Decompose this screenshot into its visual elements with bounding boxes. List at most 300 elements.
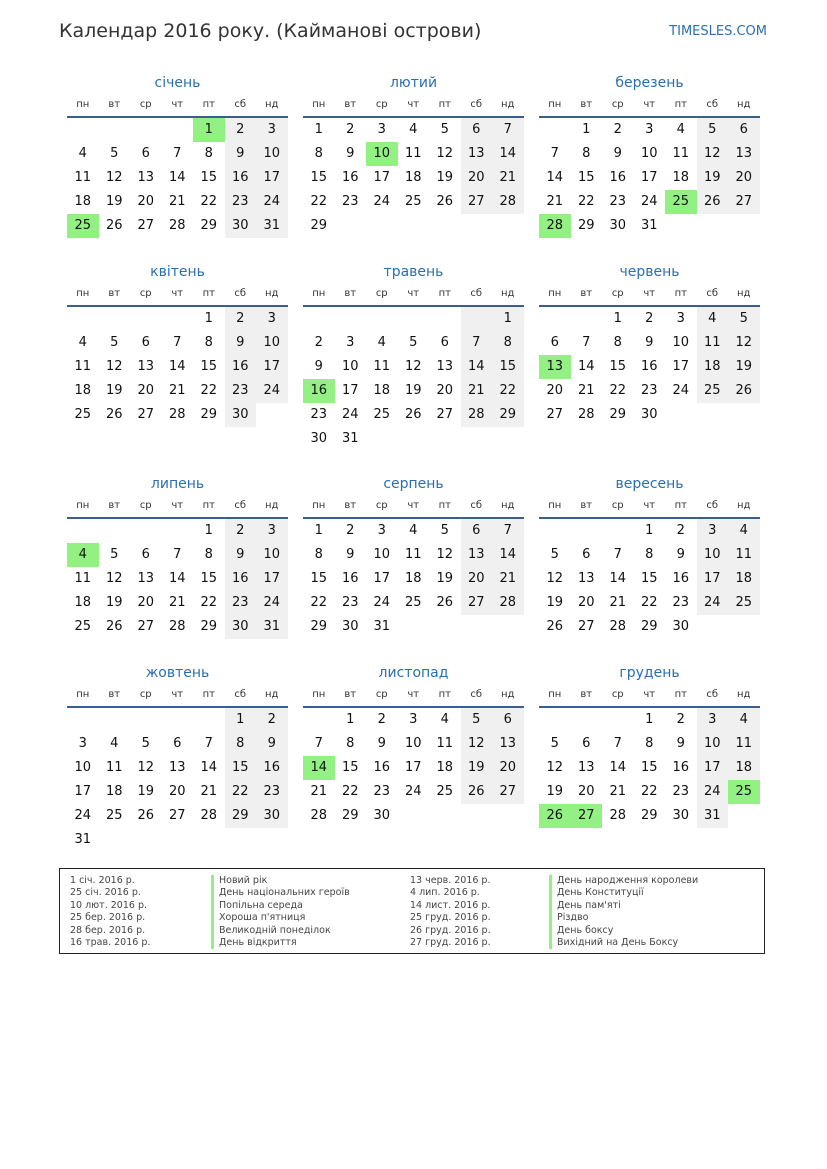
weekday-header: чт bbox=[634, 495, 666, 519]
weekday-header: вт bbox=[99, 684, 131, 708]
day-cell: 12 bbox=[436, 547, 454, 562]
empty-cell bbox=[539, 708, 571, 732]
day-cell: 5 bbox=[440, 523, 449, 538]
day-cell: 2 bbox=[676, 523, 685, 538]
day-cell: 29 bbox=[341, 808, 359, 823]
day-cell: 6 bbox=[728, 118, 760, 142]
day-cell: 16 bbox=[256, 756, 288, 780]
month-days-grid bbox=[303, 94, 524, 238]
month-name: травень bbox=[383, 264, 444, 280]
empty-cell bbox=[366, 307, 398, 331]
day-cell: 21 bbox=[168, 383, 186, 398]
day-cell: 1 bbox=[314, 523, 323, 538]
day-cell: 13 bbox=[168, 760, 186, 775]
empty-cell bbox=[398, 804, 430, 828]
weekday-header: ср bbox=[130, 94, 162, 118]
day-cell: 30 bbox=[609, 218, 627, 233]
day-cell: 24 bbox=[697, 780, 729, 804]
weekday-header: пт bbox=[665, 684, 697, 708]
day-cell: 14 bbox=[168, 571, 186, 586]
day-cell: 20 bbox=[168, 784, 186, 799]
day-cell: 1 bbox=[645, 712, 654, 727]
day-cell: 28 bbox=[168, 218, 186, 233]
day-cell: 21 bbox=[461, 379, 493, 403]
day-cell: 18 bbox=[404, 170, 422, 185]
legend-date: 25 бер. 2016 р. bbox=[70, 912, 146, 924]
day-cell: 31 bbox=[74, 832, 92, 847]
month-name: лютий bbox=[389, 75, 438, 91]
month-name: червень bbox=[619, 264, 680, 280]
day-cell: 27 bbox=[492, 780, 524, 804]
day-cell: 23 bbox=[341, 194, 359, 209]
empty-cell bbox=[461, 307, 493, 331]
day-cell: 30 bbox=[672, 808, 690, 823]
day-cell: 24 bbox=[697, 591, 729, 615]
day-cell: 10 bbox=[256, 142, 288, 166]
empty-cell bbox=[162, 118, 194, 142]
day-cell: 4 bbox=[409, 122, 418, 137]
day-cell: 3 bbox=[377, 122, 386, 137]
empty-cell bbox=[492, 804, 524, 828]
day-cell: 27 bbox=[137, 218, 155, 233]
day-cell: 6 bbox=[550, 335, 559, 350]
weekday-header: пт bbox=[429, 495, 461, 519]
legend-holiday-name: Попільна середа bbox=[211, 900, 350, 912]
day-cell: 2 bbox=[377, 712, 386, 727]
day-cell: 7 bbox=[314, 736, 323, 751]
day-cell: 25 bbox=[105, 808, 123, 823]
day-cell: 14 bbox=[609, 571, 627, 586]
day-cell: 4 bbox=[728, 519, 760, 543]
day-cell: 11 bbox=[672, 146, 690, 161]
day-cell: 15 bbox=[200, 571, 218, 586]
day-cell: 14 bbox=[492, 142, 524, 166]
day-cell: 2 bbox=[225, 118, 257, 142]
day-cell: 15 bbox=[310, 170, 328, 185]
day-cell: 13 bbox=[728, 142, 760, 166]
month-3 bbox=[539, 72, 760, 238]
day-cell: 5 bbox=[728, 307, 760, 331]
day-cell: 22 bbox=[609, 383, 627, 398]
month-days-grid bbox=[539, 283, 760, 427]
day-cell: 11 bbox=[74, 170, 92, 185]
day-cell: 20 bbox=[137, 383, 155, 398]
day-cell: 29 bbox=[609, 407, 627, 422]
empty-cell bbox=[492, 615, 524, 639]
weekday-header: нд bbox=[492, 495, 524, 519]
day-cell: 15 bbox=[640, 760, 658, 775]
day-cell: 1 bbox=[346, 712, 355, 727]
day-cell: 30 bbox=[225, 214, 257, 238]
day-cell: 4 bbox=[110, 736, 119, 751]
empty-cell bbox=[571, 519, 603, 543]
empty-cell bbox=[335, 307, 367, 331]
month-days-grid bbox=[67, 684, 288, 852]
month-name: квітень bbox=[150, 264, 205, 280]
weekday-header: чт bbox=[398, 495, 430, 519]
day-cell: 8 bbox=[613, 335, 622, 350]
day-cell: 28 bbox=[492, 190, 524, 214]
day-cell: 24 bbox=[373, 194, 391, 209]
empty-cell bbox=[665, 403, 697, 427]
empty-cell bbox=[728, 804, 760, 828]
day-cell: 25 bbox=[404, 595, 422, 610]
day-cell: 11 bbox=[74, 571, 92, 586]
day-cell: 6 bbox=[141, 146, 150, 161]
day-cell: 11 bbox=[404, 547, 422, 562]
weekday-header: пт bbox=[193, 283, 225, 307]
legend-holiday-name: Різдво bbox=[549, 912, 698, 924]
day-cell: 12 bbox=[697, 142, 729, 166]
day-cell: 13 bbox=[436, 359, 454, 374]
day-cell: 23 bbox=[225, 379, 257, 403]
day-cell: 12 bbox=[105, 170, 123, 185]
legend-date: 26 груд. 2016 р. bbox=[410, 924, 491, 936]
day-cell: 15 bbox=[640, 571, 658, 586]
weekday-header: пт bbox=[429, 684, 461, 708]
day-cell: 27 bbox=[137, 619, 155, 634]
day-cell: 17 bbox=[697, 567, 729, 591]
weekday-header: ср bbox=[366, 94, 398, 118]
empty-cell bbox=[193, 708, 225, 732]
day-cell: 7 bbox=[613, 736, 622, 751]
weekday-header: пт bbox=[665, 94, 697, 118]
day-cell: 10 bbox=[404, 736, 422, 751]
weekday-header: сб bbox=[225, 283, 257, 307]
day-cell: 5 bbox=[440, 122, 449, 137]
month-1 bbox=[67, 72, 288, 238]
day-cell: 9 bbox=[613, 146, 622, 161]
day-cell: 2 bbox=[256, 708, 288, 732]
day-cell: 16 bbox=[640, 359, 658, 374]
day-cell: 10 bbox=[697, 543, 729, 567]
day-cell: 6 bbox=[492, 708, 524, 732]
day-cell: 21 bbox=[609, 784, 627, 799]
month-8 bbox=[303, 473, 524, 639]
day-cell: 16 bbox=[225, 355, 257, 379]
day-cell: 1 bbox=[492, 307, 524, 331]
day-cell: 19 bbox=[105, 595, 123, 610]
legend-holiday-name: Великодній понеділок bbox=[211, 925, 350, 937]
weekday-header: чт bbox=[634, 94, 666, 118]
day-cell: 26 bbox=[137, 808, 155, 823]
day-cell: 10 bbox=[256, 331, 288, 355]
month-days-grid bbox=[539, 684, 760, 828]
weekday-header: сб bbox=[697, 283, 729, 307]
legend-holiday-name: Хороша п'ятниця bbox=[211, 912, 350, 924]
day-cell: 17 bbox=[373, 170, 391, 185]
day-cell: 6 bbox=[141, 335, 150, 350]
day-cell: 17 bbox=[256, 567, 288, 591]
day-cell: 29 bbox=[310, 218, 328, 233]
empty-cell bbox=[665, 214, 697, 238]
day-cell: 23 bbox=[256, 780, 288, 804]
weekday-header: сб bbox=[697, 495, 729, 519]
month-days-grid bbox=[539, 94, 760, 238]
weekday-header: пт bbox=[193, 684, 225, 708]
day-cell: 28 bbox=[539, 214, 571, 238]
empty-cell bbox=[539, 307, 571, 331]
legend-dates-col2 bbox=[410, 875, 491, 949]
month-name: березень bbox=[615, 75, 684, 91]
day-cell: 21 bbox=[168, 595, 186, 610]
weekday-header: чт bbox=[398, 283, 430, 307]
day-cell: 13 bbox=[577, 571, 595, 586]
weekday-header: вт bbox=[99, 94, 131, 118]
day-cell: 8 bbox=[582, 146, 591, 161]
day-cell: 1 bbox=[613, 311, 622, 326]
day-cell: 2 bbox=[225, 519, 257, 543]
day-cell: 6 bbox=[173, 736, 182, 751]
weekday-header: вт bbox=[571, 684, 603, 708]
empty-cell bbox=[256, 828, 288, 852]
day-cell: 19 bbox=[436, 571, 454, 586]
legend-date: 1 січ. 2016 р. bbox=[70, 875, 135, 886]
day-cell: 28 bbox=[577, 407, 595, 422]
day-cell: 21 bbox=[609, 595, 627, 610]
empty-cell bbox=[130, 519, 162, 543]
day-cell: 16 bbox=[341, 571, 359, 586]
weekday-header: нд bbox=[256, 94, 288, 118]
day-cell: 30 bbox=[373, 808, 391, 823]
day-cell: 30 bbox=[225, 615, 257, 639]
day-cell: 2 bbox=[346, 122, 355, 137]
day-cell: 18 bbox=[105, 784, 123, 799]
weekday-header: пт bbox=[429, 283, 461, 307]
day-cell: 9 bbox=[314, 359, 323, 374]
legend-names-col2 bbox=[549, 875, 698, 949]
weekday-header: чт bbox=[398, 94, 430, 118]
day-cell: 2 bbox=[645, 311, 654, 326]
day-cell: 27 bbox=[728, 190, 760, 214]
empty-cell bbox=[429, 214, 461, 238]
weekday-header: нд bbox=[492, 684, 524, 708]
day-cell: 9 bbox=[225, 331, 257, 355]
day-cell: 12 bbox=[461, 732, 493, 756]
day-cell: 4 bbox=[676, 122, 685, 137]
day-cell: 5 bbox=[697, 118, 729, 142]
day-cell: 29 bbox=[200, 407, 218, 422]
day-cell: 4 bbox=[78, 335, 87, 350]
legend-holiday-name: День Конституції bbox=[549, 887, 698, 899]
day-cell: 6 bbox=[141, 547, 150, 562]
day-cell: 27 bbox=[168, 808, 186, 823]
weekday-header: ср bbox=[602, 283, 634, 307]
day-cell: 1 bbox=[204, 311, 213, 326]
day-cell: 22 bbox=[200, 383, 218, 398]
day-cell: 3 bbox=[377, 523, 386, 538]
empty-cell bbox=[130, 828, 162, 852]
day-cell: 31 bbox=[373, 619, 391, 634]
weekday-header: ср bbox=[366, 684, 398, 708]
day-cell: 26 bbox=[105, 218, 123, 233]
day-cell: 9 bbox=[676, 547, 685, 562]
day-cell: 12 bbox=[105, 571, 123, 586]
empty-cell bbox=[67, 307, 99, 331]
day-cell: 26 bbox=[436, 595, 454, 610]
day-cell: 16 bbox=[303, 379, 335, 403]
weekday-header: пн bbox=[539, 495, 571, 519]
weekday-header: ср bbox=[130, 283, 162, 307]
day-cell: 26 bbox=[105, 407, 123, 422]
day-cell: 19 bbox=[436, 170, 454, 185]
month-days-grid bbox=[303, 495, 524, 639]
weekday-header: сб bbox=[225, 684, 257, 708]
day-cell: 25 bbox=[728, 591, 760, 615]
weekday-header: пт bbox=[665, 495, 697, 519]
day-cell: 3 bbox=[78, 736, 87, 751]
weekday-header: сб bbox=[461, 94, 493, 118]
day-cell: 19 bbox=[461, 756, 493, 780]
day-cell: 13 bbox=[137, 359, 155, 374]
legend-names-col1 bbox=[211, 875, 350, 949]
day-cell: 3 bbox=[676, 311, 685, 326]
weekday-header: пт bbox=[665, 283, 697, 307]
month-6 bbox=[539, 261, 760, 427]
day-cell: 7 bbox=[492, 519, 524, 543]
day-cell: 9 bbox=[256, 732, 288, 756]
day-cell: 30 bbox=[310, 431, 328, 446]
month-days-grid bbox=[67, 94, 288, 238]
day-cell: 19 bbox=[105, 383, 123, 398]
day-cell: 29 bbox=[200, 619, 218, 634]
day-cell: 2 bbox=[314, 335, 323, 350]
weekday-header: пн bbox=[539, 283, 571, 307]
legend-holiday-name: День відкриття bbox=[211, 937, 350, 949]
empty-cell bbox=[602, 519, 634, 543]
day-cell: 28 bbox=[609, 619, 627, 634]
day-cell: 20 bbox=[436, 383, 454, 398]
weekday-header: чт bbox=[162, 94, 194, 118]
day-cell: 10 bbox=[256, 543, 288, 567]
legend-date: 27 груд. 2016 р. bbox=[410, 936, 491, 948]
day-cell: 5 bbox=[141, 736, 150, 751]
day-cell: 29 bbox=[225, 804, 257, 828]
day-cell: 7 bbox=[492, 118, 524, 142]
day-cell: 25 bbox=[665, 190, 697, 214]
day-cell: 4 bbox=[78, 146, 87, 161]
empty-cell bbox=[461, 615, 493, 639]
day-cell: 1 bbox=[645, 523, 654, 538]
legend-date: 13 черв. 2016 р. bbox=[410, 875, 491, 886]
weekday-header: нд bbox=[256, 283, 288, 307]
day-cell: 7 bbox=[204, 736, 213, 751]
day-cell: 14 bbox=[609, 760, 627, 775]
day-cell: 18 bbox=[74, 383, 92, 398]
day-cell: 11 bbox=[728, 543, 760, 567]
day-cell: 1 bbox=[582, 122, 591, 137]
day-cell: 25 bbox=[373, 407, 391, 422]
empty-cell bbox=[429, 307, 461, 331]
empty-cell bbox=[429, 804, 461, 828]
legend-date: 28 бер. 2016 р. bbox=[70, 924, 146, 936]
day-cell: 9 bbox=[346, 146, 355, 161]
day-cell: 28 bbox=[168, 619, 186, 634]
weekday-header: сб bbox=[461, 684, 493, 708]
day-cell: 30 bbox=[640, 407, 658, 422]
day-cell: 14 bbox=[461, 355, 493, 379]
weekday-header: вт bbox=[571, 495, 603, 519]
weekday-header: ср bbox=[602, 684, 634, 708]
day-cell: 16 bbox=[341, 170, 359, 185]
day-cell: 26 bbox=[105, 619, 123, 634]
day-cell: 21 bbox=[168, 194, 186, 209]
day-cell: 3 bbox=[256, 118, 288, 142]
weekday-header: пн bbox=[303, 94, 335, 118]
empty-cell bbox=[398, 427, 430, 451]
day-cell: 28 bbox=[492, 591, 524, 615]
site-link[interactable]: TIMESLES.COM bbox=[669, 24, 767, 39]
day-cell: 3 bbox=[346, 335, 355, 350]
day-cell: 24 bbox=[256, 190, 288, 214]
day-cell: 3 bbox=[409, 712, 418, 727]
day-cell: 4 bbox=[409, 523, 418, 538]
legend-date: 25 січ. 2016 р. bbox=[70, 887, 141, 899]
day-cell: 13 bbox=[461, 142, 493, 166]
weekday-header: пт bbox=[429, 94, 461, 118]
day-cell: 22 bbox=[310, 194, 328, 209]
empty-cell bbox=[256, 403, 288, 427]
month-11 bbox=[303, 662, 524, 828]
legend-dates-col1 bbox=[70, 875, 150, 949]
weekday-header: нд bbox=[256, 684, 288, 708]
day-cell: 15 bbox=[225, 756, 257, 780]
weekday-header: нд bbox=[728, 495, 760, 519]
legend-date: 4 лип. 2016 р. bbox=[410, 887, 480, 899]
day-cell: 3 bbox=[256, 519, 288, 543]
legend-holiday-name: День боксу bbox=[549, 925, 698, 937]
day-cell: 24 bbox=[373, 595, 391, 610]
weekday-header: нд bbox=[728, 684, 760, 708]
day-cell: 16 bbox=[672, 571, 690, 586]
day-cell: 8 bbox=[645, 736, 654, 751]
empty-cell bbox=[225, 828, 257, 852]
day-cell: 23 bbox=[310, 407, 328, 422]
day-cell: 27 bbox=[436, 407, 454, 422]
empty-cell bbox=[461, 804, 493, 828]
day-cell: 18 bbox=[436, 760, 454, 775]
day-cell: 8 bbox=[314, 146, 323, 161]
day-cell: 12 bbox=[404, 359, 422, 374]
weekday-header: пн bbox=[303, 495, 335, 519]
empty-cell bbox=[429, 427, 461, 451]
day-cell: 15 bbox=[341, 760, 359, 775]
weekday-header: вт bbox=[335, 94, 367, 118]
empty-cell bbox=[67, 708, 99, 732]
legend-holiday-name: Новий рік bbox=[211, 875, 350, 887]
empty-cell bbox=[539, 118, 571, 142]
empty-cell bbox=[130, 307, 162, 331]
weekday-header: ср bbox=[602, 94, 634, 118]
weekday-header: сб bbox=[697, 684, 729, 708]
weekday-header: вт bbox=[571, 283, 603, 307]
weekday-header: пт bbox=[193, 94, 225, 118]
day-cell: 28 bbox=[168, 407, 186, 422]
day-cell: 27 bbox=[461, 591, 493, 615]
day-cell: 23 bbox=[609, 194, 627, 209]
day-cell: 6 bbox=[440, 335, 449, 350]
weekday-header: чт bbox=[162, 283, 194, 307]
day-cell: 6 bbox=[582, 736, 591, 751]
day-cell: 7 bbox=[173, 547, 182, 562]
day-cell: 10 bbox=[697, 732, 729, 756]
empty-cell bbox=[193, 828, 225, 852]
day-cell: 8 bbox=[204, 146, 213, 161]
month-days-grid bbox=[67, 495, 288, 639]
day-cell: 4 bbox=[728, 708, 760, 732]
day-cell: 3 bbox=[697, 519, 729, 543]
day-cell: 31 bbox=[640, 218, 658, 233]
